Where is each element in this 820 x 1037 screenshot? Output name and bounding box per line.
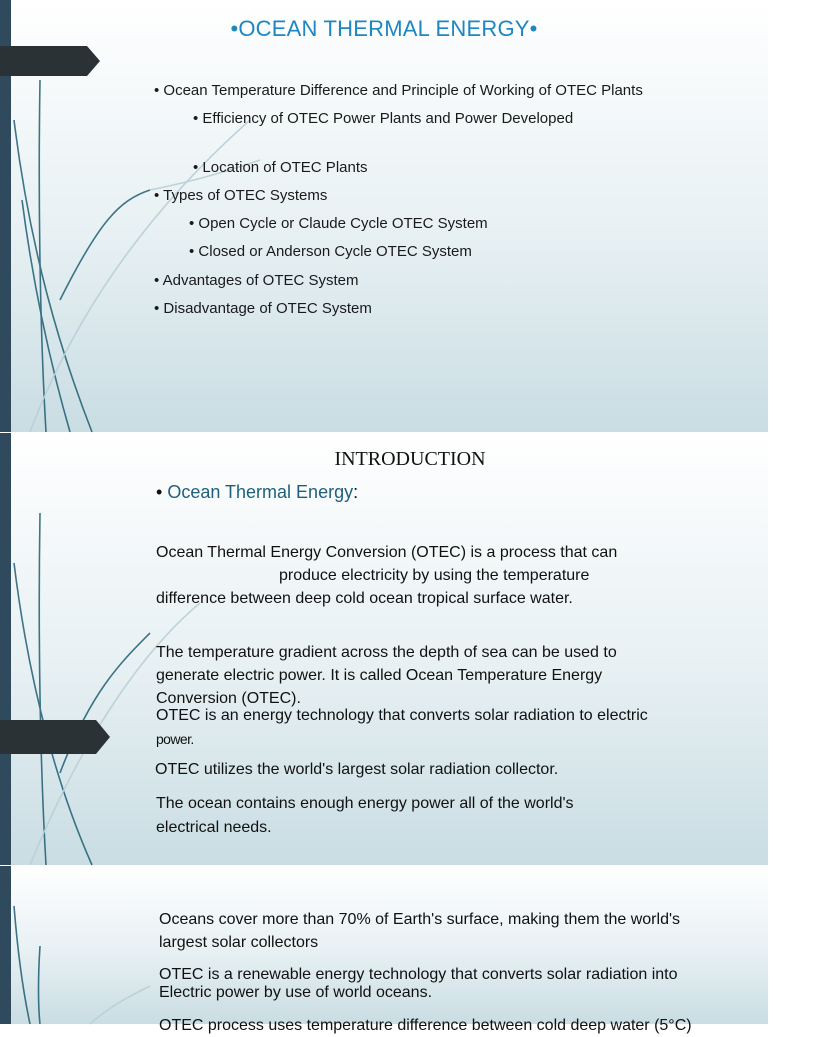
paragraph-energy-technology-line-1: OTEC is an energy technology that converts solar radiation to electric <box>156 707 648 724</box>
slide-introduction <box>0 433 768 865</box>
paragraph-ocean-coverage-line-2: largest solar collectors <box>159 934 319 951</box>
paragraph-otec-definition-line-2: produce electricity by using the temperature <box>279 567 590 584</box>
agenda-item-advantages: • Advantages of OTEC System <box>154 272 359 289</box>
slide-agenda <box>0 0 768 432</box>
agenda-item-temperature-difference: • Ocean Temperature Difference and Principle of Working of OTEC Plants <box>154 82 643 99</box>
agenda-item-types: • Types of OTEC Systems <box>154 187 328 204</box>
paragraph-ocean-coverage-line-1: Oceans cover more than 70% of Earth's surface, making them the world's <box>159 911 681 928</box>
agenda-item-closed-cycle: • Closed or Anderson Cycle OTEC System <box>189 243 472 260</box>
heading-colon: : <box>353 482 359 502</box>
left-accent-bar <box>0 866 11 1024</box>
paragraph-ocean-energy-line-2: electrical needs. <box>156 819 272 836</box>
paragraph-solar-collector: OTEC utilizes the world's largest solar radiation collector. <box>155 761 559 778</box>
arrow-tab <box>0 720 110 754</box>
agenda-item-location: • Location of OTEC Plants <box>193 159 368 176</box>
section-heading <box>156 482 358 503</box>
agenda-item-open-cycle: • Open Cycle or Claude Cycle OTEC System <box>189 215 488 232</box>
paragraph-temperature-gradient-line-1: The temperature gradient across the depth of sea can be used to <box>156 644 617 661</box>
paragraph-renewable-line-2: Electric power by use of world oceans. <box>159 984 433 1001</box>
slide-ocean-facts <box>0 866 768 1034</box>
paragraph-energy-technology-line-2: power. <box>156 731 194 747</box>
paragraph-renewable-line-1: OTEC is a renewable energy technology that converts solar radiation into <box>159 966 678 983</box>
agenda-item-disadvantage: • Disadvantage of OTEC System <box>154 300 372 317</box>
slide-title: •OCEAN THERMAL ENERGY• <box>230 16 538 41</box>
paragraph-otec-process-partial: OTEC process uses temperature difference between cold deep water (5°C) <box>159 1017 692 1034</box>
paragraph-temperature-gradient-line-3: Conversion (OTEC). <box>156 690 301 707</box>
agenda-item-efficiency: • Efficiency of OTEC Power Plants and Power Developed <box>193 110 574 127</box>
arrow-tab <box>0 46 100 76</box>
paragraph-ocean-energy-line-1: The ocean contains enough energy power all of the world's <box>156 795 574 812</box>
paragraph-otec-definition-line-3: difference between deep cold ocean tropical surface water. <box>156 590 573 607</box>
slide-title: INTRODUCTION <box>334 448 486 470</box>
heading-text: Ocean Thermal Energy <box>167 482 354 502</box>
left-accent-bar <box>0 433 11 865</box>
bullet-icon: • <box>156 482 163 502</box>
paragraph-temperature-gradient-line-2: generate electric power. It is called Ocean Temperature Energy <box>156 667 603 684</box>
paragraph-otec-definition-line-1: Ocean Thermal Energy Conversion (OTEC) is a process that can <box>156 544 618 561</box>
